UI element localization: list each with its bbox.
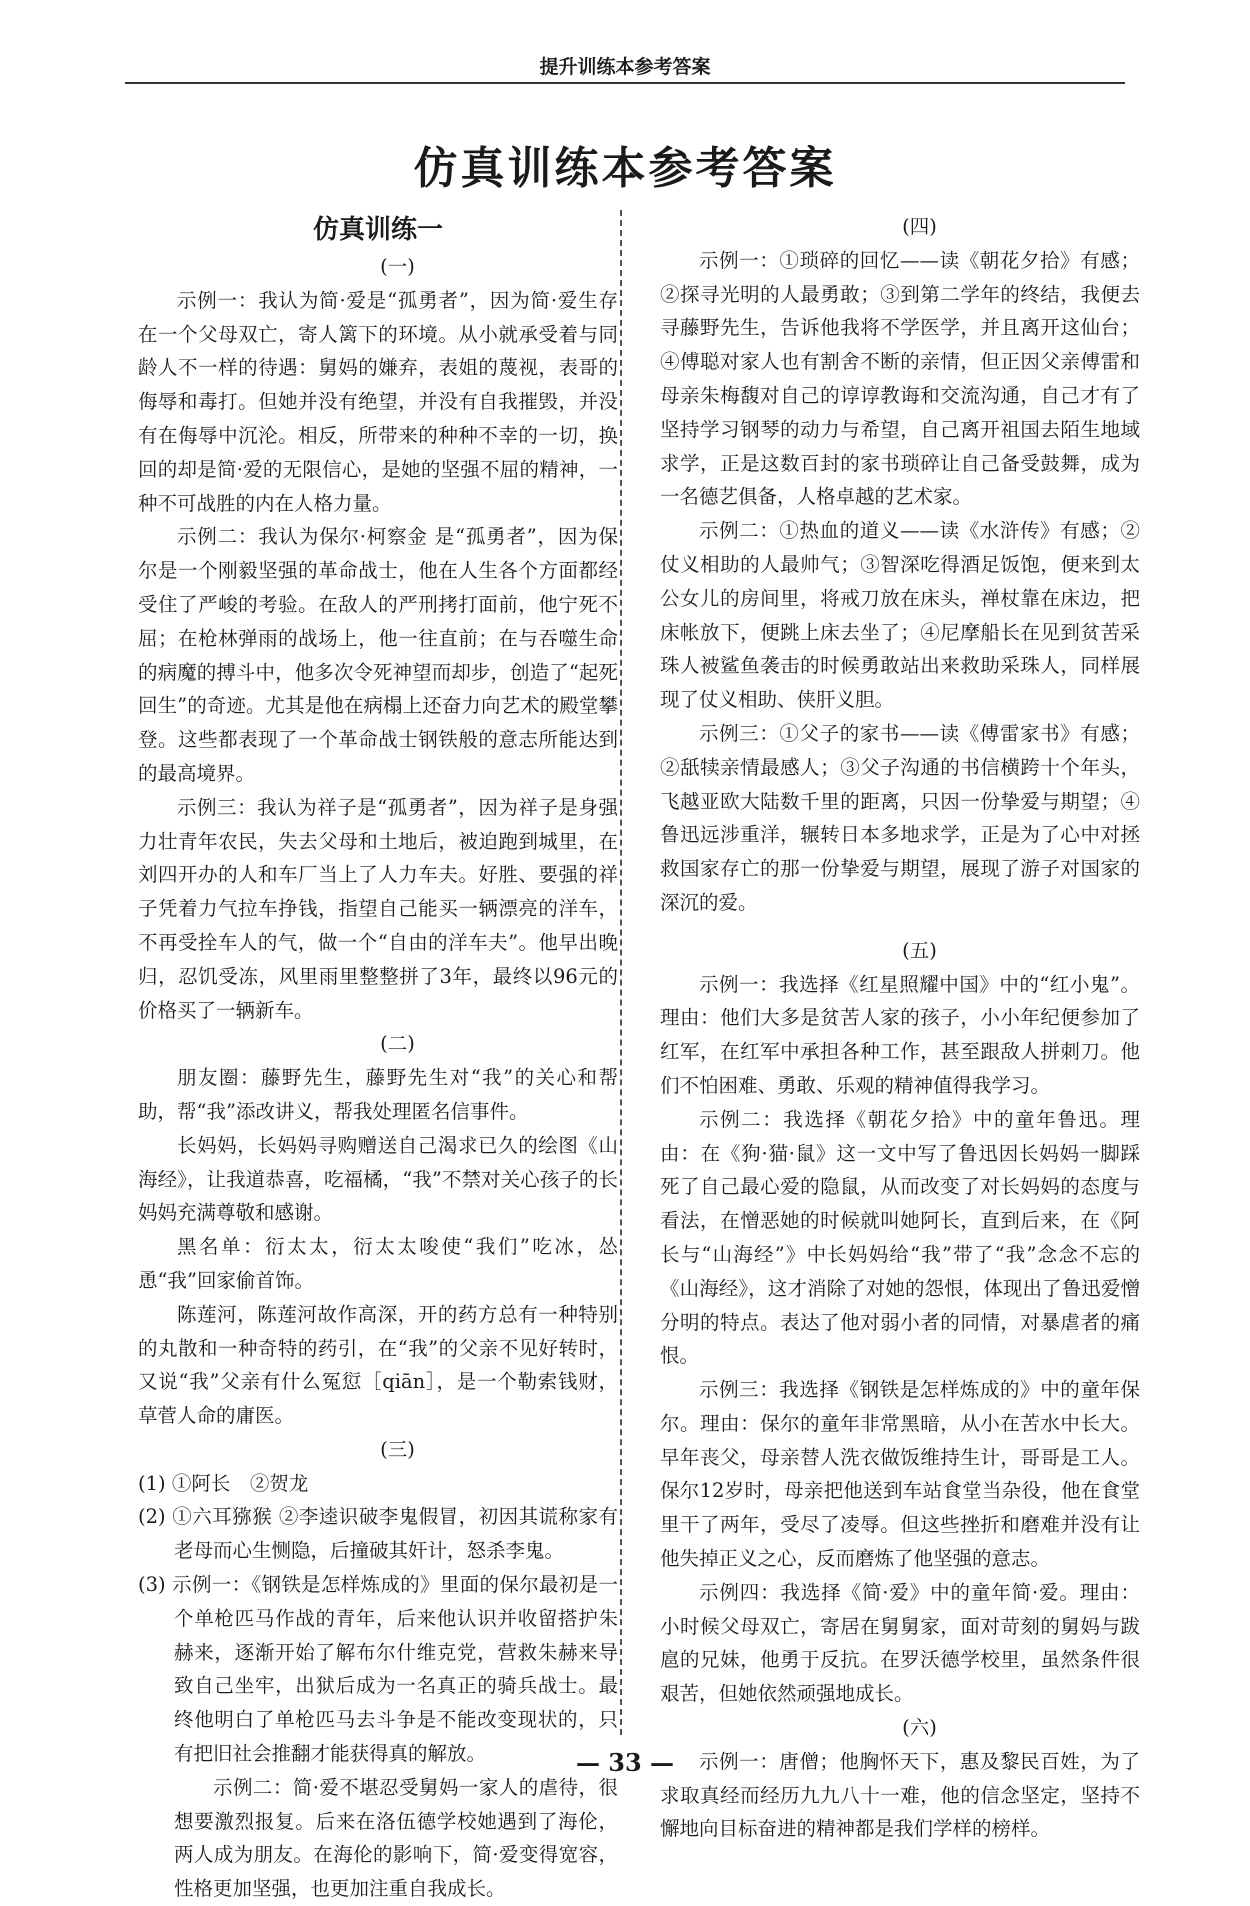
answer-item: 示例二：简·爱不堪忍受舅妈一家人的虐待，很想要激烈报复。后来在洛伍德学校她遇到了海伦，两人成为朋友。在海伦的影响下，简·爱变得宽容，性格更加坚强，也更加注重自我成长。 — [174, 1775, 618, 1901]
page-title: 仿真训练本参考答案 — [413, 143, 837, 194]
running-header — [125, 48, 1125, 84]
answer-paragraph: 黑名单：衍太太，衍太太唆使“我们”吃冰，怂恿“我”回家偷首饰。 — [138, 1235, 618, 1292]
column-divider — [620, 210, 622, 1735]
answer-paragraph: 示例三：①父子的家书——读《傅雷家书》有感；②舐犊亲情最感人；③父子沟通的书信横跨十个年头，飞越亚欧大陆数千里的距离，只因一份挚爱与期望；④鲁迅远涉重洋，辗转日本多地求学，正是为了心中对拯救国家存亡的那一份挚爱与期望，展现了游子对国家的深沉的爱。 — [660, 721, 1140, 914]
answer-paragraph: 示例一：我选择《红星照耀中国》中的“红小鬼”。理由：他们大多是贫苦人家的孩子，小小年纪便参加了红军，在红军中承担各种工作，甚至跟敌人拼刺刀。他们不怕困难、勇敢、乐观的精神值得我学习。 — [660, 972, 1140, 1097]
answer-paragraph: 示例一：①琐碎的回忆——读《朝花夕拾》有感；②探寻光明的人最勇敢；③到第二学年的终结，我便去寻藤野先生，告诉他我将不学医学，并且离开这仙台；④傅聪对家人也有割舍不断的亲情，但正因父亲傅雷和母亲朱梅馥对自己的谆谆教诲和交流沟通，自己才有了坚持学习钢琴的动力与希望，自己离开祖国去陌生地域求学，正是这数百封的家书琐碎让自己备受鼓舞，成为一名德艺俱备，人格卓越的艺术家。 — [660, 248, 1140, 509]
answer-item: (3) 示例一：《钢铁是怎样炼成的》里面的保尔最初是一个单枪匹马作战的青年，后来他认识并收留搭护朱赫来，逐渐开始了解布尔什维克党，营救朱赫来导致自己坐牢，出狱后成为一名真正的骑兵战士。最终他明白了单枪匹马去斗争是不能改变现状的，只有把旧社会推翻才能获得真的解放。 — [138, 1573, 618, 1766]
answer-paragraph: 示例二：我认为保尔·柯察金 是“孤勇者”，因为保尔是一个刚毅坚强的革命战士，他在人生各个方面都经受住了严峻的考验。在敌人的严刑拷打面前，他宁死不屈；在枪林弹雨的战场上，他一往直前；在与吞噬生命的病魔的搏斗中，他多次令死神望而却步，创造了“起死回生”的奇迹。尤其是他在病榻上还奋力向艺术的殿堂攀登。这些都表现了一个革命战士钢铁般的意志所能达到的最高境界。 — [138, 525, 618, 785]
section-6-heading: (六) — [902, 1716, 937, 1740]
answer-paragraph: 示例二：①热血的道义——读《水浒传》有感；②仗义相助的人最帅气；③智深吃得酒足饭饱，便来到太公女儿的房间里，将戒刀放在床头，禅杖靠在床边，把床帐放下，便跳上床去坐了；④尼摩船长在见到贫苦采珠人被鲨鱼袭击的时候勇敢站出来救助采珠人，同样展现了仗义相助、侠肝义胆。 — [660, 519, 1140, 712]
section-1-heading: (一) — [380, 255, 415, 278]
section-5-heading: (五) — [902, 938, 937, 962]
left-column — [138, 210, 618, 1906]
answer-paragraph: 长妈妈，长妈妈寻购赠送自己渴求已久的绘图《山海经》，让我道恭喜，吃福橘，“我”不禁对关心孩子的长妈妈充满尊敬和感谢。 — [138, 1133, 618, 1225]
exercise-heading: 仿真训练一 — [312, 215, 443, 245]
answer-paragraph: 示例三：我选择《钢铁是怎样炼成的》中的童年保尔。理由：保尔的童年非常黑暗，从小在苦水中长大。早年丧父，母亲替人洗衣做饭维持生计，哥哥是工人。保尔12岁时，母亲把他送到车站食堂当杂役，他在食堂里干了两年，受尽了凌辱。但这些挫折和磨难并没有让他失掉正义之心，反而磨炼了他坚强的意志。 — [660, 1378, 1140, 1571]
answer-paragraph: 示例三：我认为祥子是“孤勇者”，因为祥子是身强力壮青年农民，失去父母和土地后，被迫跑到城里，在刘四开办的人和车厂当上了人力车夫。好胜、要强的祥子凭着力气拉车挣钱，指望自己能买一辆漂亮的洋车，不再受拴车人的气，做一个“自由的洋车夫”。他早出晚归，忍饥受冻，风里雨里整整拼了3年，最终以96元的价格买了一辆新车。 — [138, 795, 618, 1022]
answer-item: (1) ①阿长 ②贺龙 — [138, 1471, 309, 1495]
answer-paragraph: 示例四：我选择《简·爱》中的童年简·爱。理由：小时候父母双亡，寄居在舅舅家，面对苛刻的舅妈与跋扈的兄妹，他勇于反抗。在罗沃德学校里，虽然条件很艰苦，但她依然顽强地成长。 — [660, 1580, 1140, 1706]
section-3-heading: (三) — [380, 1437, 415, 1461]
running-header-text: 提升训练本参考答案 — [539, 56, 711, 78]
answer-paragraph: 示例二：我选择《朝花夕拾》中的童年鲁迅。理由：在《狗·猫·鼠》这一文中写了鲁迅因长妈妈一脚踩死了自己最心爱的隐鼠，从而改变了对长妈妈的态度与看法，在憎恶她的时候就叫她阿长，直到后来，在《阿长与“山海经”》中长妈妈给“我”带了“我”念念不忘的《山海经》，这才消除了对她的怨恨，体现出了鲁迅爱憎分明的特点。表达了他对弱小者的同情，对暴虐者的痛恨。 — [660, 1107, 1140, 1368]
answer-paragraph: 朋友圈：藤野先生，藤野先生对“我”的关心和帮助，帮“我”添改讲义，帮我处理匿名信事件。 — [138, 1066, 618, 1123]
answer-paragraph: 陈莲河，陈莲河故作高深，开的药方总有一种特别的丸散和一种奇特的药引，在“我”的父亲不见好转时，又说“我”父亲有什么冤愆［qiān］，是一个勒索钱财，草菅人命的庸医。 — [138, 1302, 618, 1428]
section-4-heading: (四) — [902, 215, 937, 238]
answer-paragraph: 示例一：我认为简·爱是“孤勇者”，因为简·爱生存在一个父母双亡，寄人篱下的环境。从小就承受着与同龄人不一样的待遇：舅妈的嫌弃，表姐的蔑视，表哥的侮辱和毒打。但她并没有绝望，并没有自我摧毁，并没有在侮辱中沉沦。相反，所带来的种种不幸的一切，换回的却是简·爱的无限信心，是她的坚强不屈的精神，一种不可战胜的内在人格力量。 — [138, 288, 618, 515]
right-column — [660, 210, 1140, 1846]
page-number: — 33 — — [575, 1748, 675, 1777]
answer-paragraph: 示例一：唐僧；他胸怀天下，惠及黎民百姓，为了求取真经而经历九九八十一难，他的信念坚定，坚持不懈地向目标奋进的精神都是我们学样的榜样。 — [660, 1749, 1140, 1841]
answer-item: (2) ①六耳猕猴 ②李逵识破李鬼假冒，初因其谎称家有老母而心生恻隐，后撞破其奸计，怒杀李鬼。 — [138, 1505, 618, 1563]
section-2-heading: (二) — [380, 1032, 415, 1056]
